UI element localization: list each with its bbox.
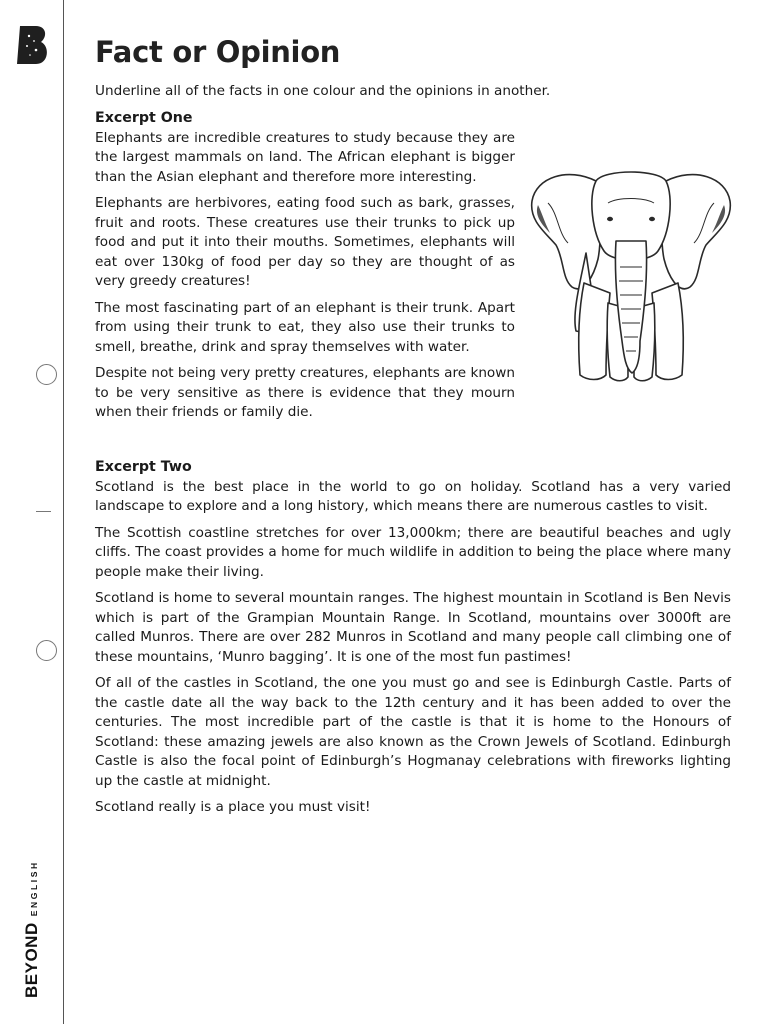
- punch-hole-bottom: [36, 640, 57, 661]
- excerpt-one-paragraph: Elephants are herbivores, eating food such as bark, grasses, fruit and roots. These creatures use their trunks to pick up food and put it into their mouths. Sometimes, elephants will eat over 130kg of food per day so they are thought of as very greedy creatures!: [95, 195, 515, 289]
- excerpt-one-paragraph: Elephants are incredible creatures to study because they are the largest mammals on land. The African elephant is bigger than the Asian elephant and therefore more interesting.: [95, 129, 515, 185]
- excerpt-two-paragraph: The Scottish coastline stretches for over 13,000km; there are beautiful beaches and ugly cliffs. The coast provides a home for much wildlife in addition to being the place where many people make their living.: [95, 524, 731, 580]
- instruction-text: Underline all of the facts in one colour and the opinions in another.: [95, 83, 551, 99]
- elephant-illustration-icon: [528, 163, 734, 385]
- page-title: Fact or Opinion: [95, 35, 341, 69]
- excerpt-one-heading: Excerpt One: [95, 109, 193, 126]
- excerpt-two-paragraph: Scotland is home to several mountain ranges. The highest mountain in Scotland is Ben Nevis which is part of the Grampian Mountain Range. In Scotland, mountains over 3000ft are called Munros. There are over 282 Munros in Scotland and many people call climbing one of these mountains, ‘Munro bagging’. It is one of the most fun pastimes!: [95, 590, 731, 665]
- brand-wordmark: [22, 860, 42, 998]
- excerpt-two-paragraph: Of all of the castles in Scotland, the one you must go and see is Edinburgh Castle. Parts of the castle date all the way back to the 12th century and it has been added to over the centuries. The most incredible part of the castle is that it is home to the Honours of Scotland: these amazing jewels are also known as the Crown Jewels of Scotland. Edinburgh Castle is also the focal point of Edinburgh’s Hogmanay celebrations with fireworks lighting up the castle at midnight.: [95, 675, 731, 789]
- excerpt-two-paragraph: Scotland is the best place in the world to go on holiday. Scotland has a very varied landscape to explore and a long history, which means there are numerous castles to visit.: [95, 478, 731, 514]
- excerpt-two-paragraph: Scotland really is a place you must visit!: [95, 799, 371, 815]
- excerpt-one-paragraph: Despite not being very pretty creatures, elephants are known to be very sensitive as there is evidence that they mourn when their friends or family die.: [95, 365, 515, 420]
- punch-hole-top: [36, 364, 57, 385]
- fold-mark: [36, 511, 51, 512]
- beyond-b-logo-icon: [16, 24, 50, 66]
- excerpt-one-paragraph: The most fascinating part of an elephant is their trunk. Apart from using their trunk to eat, they also use their trunks to smell, breathe, drink and spray themselves with water.: [95, 299, 515, 355]
- brand-name: BEYOND: [22, 922, 41, 998]
- margin-rule: [63, 0, 64, 1024]
- excerpt-two-heading: Excerpt Two: [95, 458, 192, 475]
- worksheet-content: [95, 34, 731, 825]
- brand-subject: ENGLISH: [29, 860, 39, 917]
